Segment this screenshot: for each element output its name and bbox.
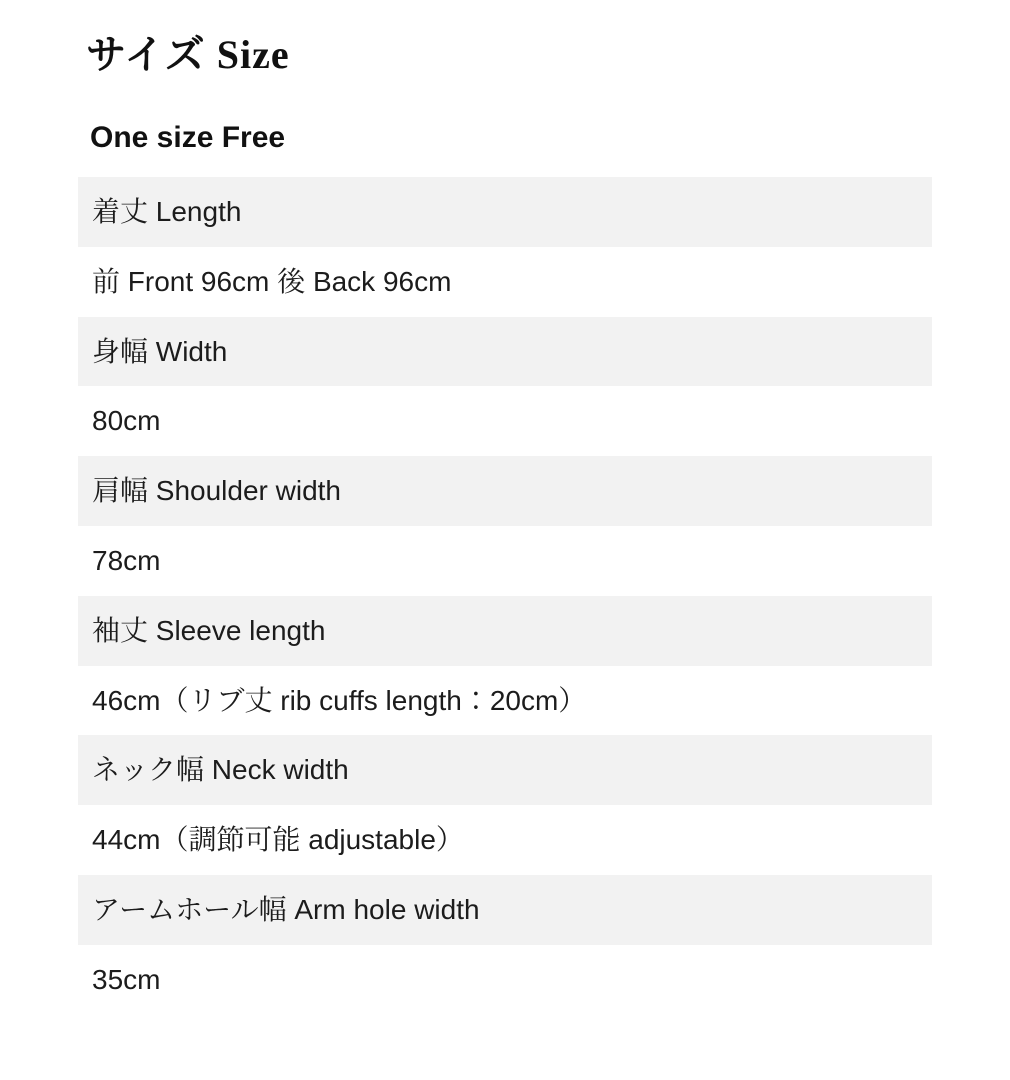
spec-label: 袖丈 Sleeve length [78,596,932,666]
size-spec-table-body [78,177,932,1015]
table-row [78,526,932,596]
table-row [78,317,932,387]
spec-value: 前 Front 96cm 後 Back 96cm [78,247,932,317]
table-row [78,247,932,317]
table-row [78,666,932,736]
spec-label: ネック幅 Neck width [78,735,932,805]
spec-label: 身幅 Width [78,317,932,387]
table-row [78,805,932,875]
table-row [78,596,932,666]
table-row [78,735,932,805]
spec-label: 着丈 Length [78,177,932,247]
page-title: サイズ Size [86,32,290,77]
table-row [78,875,932,945]
size-spec-table [78,177,932,1015]
table-row [78,177,932,247]
size-variant-title: One size Free [90,121,286,154]
spec-value: 78cm [78,526,932,596]
spec-value: 35cm [78,945,932,1015]
spec-label: アームホール幅 Arm hole width [78,875,932,945]
spec-label: 肩幅 Shoulder width [78,456,932,526]
table-row [78,386,932,456]
table-row [78,456,932,526]
spec-value: 46cm（リブ丈 rib cuffs length：20cm） [78,666,932,736]
table-row [78,945,932,1015]
spec-value: 80cm [78,386,932,456]
spec-value: 44cm（調節可能 adjustable） [78,805,932,875]
